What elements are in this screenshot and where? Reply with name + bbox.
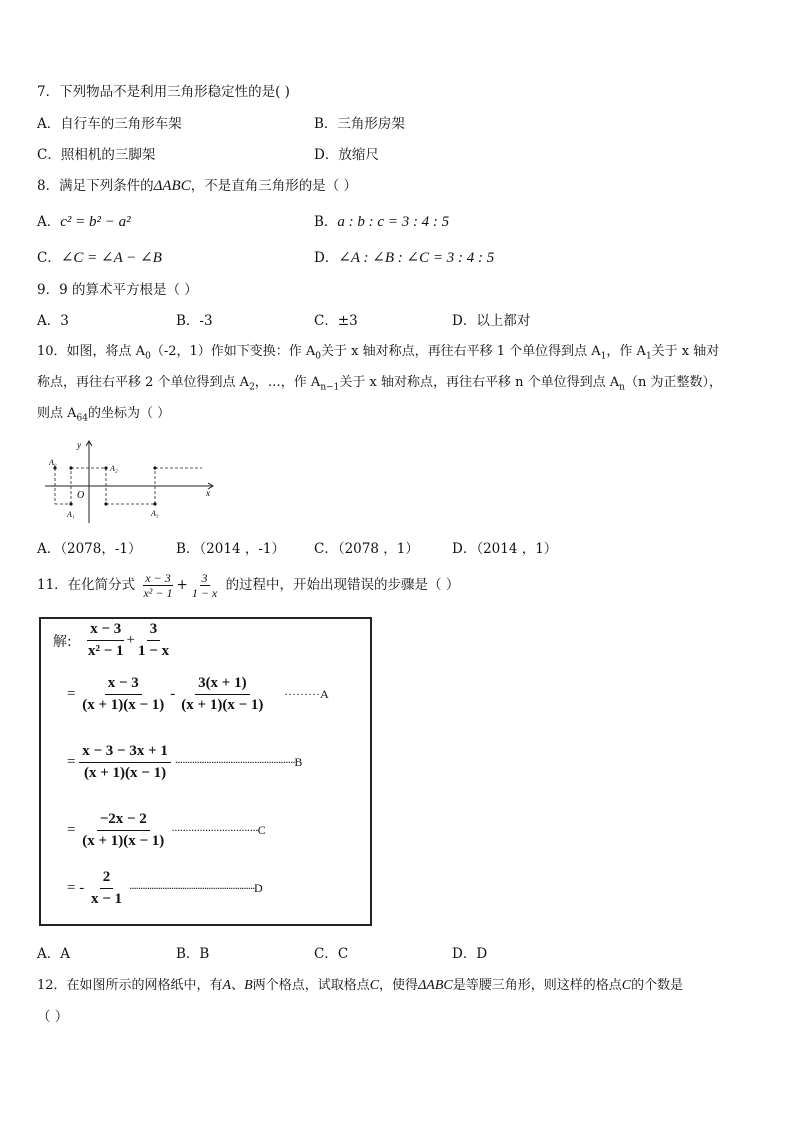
expr0-frac2 <box>135 621 172 660</box>
q8-c-math: ∠C = ∠A − ∠B <box>60 250 162 266</box>
q10-stem-line2 <box>37 374 722 397</box>
q9-option-a: A．3 <box>37 313 69 329</box>
q12-c: 两个格点，试取格点 <box>252 978 370 993</box>
q7-option-d: D．放缩尺 <box>314 147 379 163</box>
q11-solution-box <box>39 617 372 926</box>
q12-b: 、 <box>231 978 245 993</box>
step-a-frac1 <box>79 675 167 714</box>
q10-l1-sub2: 1 <box>600 351 607 362</box>
q10-l2-b: ，…，作 A <box>254 375 321 390</box>
q12-d: ，使得 <box>379 978 419 993</box>
q8-option-a <box>37 213 131 231</box>
solution-expr-0 <box>85 621 172 660</box>
step-a-frac2-num: 3(x + 1) <box>195 675 250 695</box>
q10-l2-d: （n 为正整数）， <box>624 375 722 390</box>
step-a-op: - <box>170 685 176 702</box>
fig-label-y: y <box>77 440 81 450</box>
q7-stem: 7．下列物品不是利用三角形稳定性的是( ) <box>37 84 290 100</box>
q10-l1-a: 10．如图，将点 A <box>37 344 146 359</box>
step-a-eq: = <box>67 685 76 702</box>
q8-stem-suffix: ，不是直角三角形的是（ ） <box>190 178 358 194</box>
step-d-neg: = - <box>67 879 85 896</box>
q8-stem <box>37 177 357 195</box>
q10-option-c: C．（2078 ，1） <box>314 541 419 557</box>
q10-l3-a: 则点 A <box>37 406 77 421</box>
q10-l2-subn: n−1 <box>320 382 340 393</box>
expr0-frac1-den: x² − 1 <box>88 643 124 659</box>
q10-l3-b: 的坐标为（ ） <box>87 406 171 421</box>
q10-coordinate-figure <box>40 437 220 527</box>
q8-option-b <box>314 213 449 231</box>
solution-step-d <box>67 869 261 908</box>
q10-l1-sub1: 0 <box>315 351 322 362</box>
step-c-tag: ·······························C <box>171 822 265 837</box>
step-a-frac2-den: (x + 1)(x − 1) <box>181 697 264 713</box>
q10-option-b: B．（2014 ，-1） <box>176 541 285 557</box>
q12-point-c2: C <box>621 978 632 993</box>
step-b-den: (x + 1)(x − 1) <box>84 765 167 781</box>
q11-frac2-den: 1 − x <box>191 586 218 600</box>
q10-option-a: A．（2078，-1） <box>37 541 142 557</box>
q10-l3-sub: 64 <box>76 413 88 424</box>
step-d-num: 2 <box>100 869 114 889</box>
q11-frac2-num: 3 <box>201 571 208 585</box>
q10-l1-d: ，作 A <box>606 344 646 359</box>
q10-stem-line1 <box>37 343 719 366</box>
q7-option-c: C．照相机的三脚架 <box>37 147 156 163</box>
q11-option-b: B．B <box>176 946 210 962</box>
q11-frac1-num: x − 3 <box>145 571 171 585</box>
q8-option-d <box>314 249 494 267</box>
q8-a-math: c² = b² − a² <box>60 214 131 230</box>
q9-stem: 9．9 的算术平方根是（ ） <box>37 282 198 298</box>
solution-step-c <box>67 811 265 850</box>
solution-label: 解: <box>53 634 72 650</box>
q10-option-d: D．（2014 ，1） <box>452 541 558 557</box>
q10-l2-c: 关于 x 轴对称点，再往右平移 n 个单位得到点 A <box>339 375 620 390</box>
q12-e: 是等腰三角形，则这样的格点 <box>452 978 622 993</box>
q8-d-math: ∠A : ∠B : ∠C = 3 : 4 : 5 <box>338 250 495 266</box>
q10-l1-e: 关于 x 轴对 <box>651 344 720 359</box>
q12-point-b: B <box>244 978 253 993</box>
q12-point-c: C <box>369 978 380 993</box>
expr0-frac1 <box>85 621 127 660</box>
q10-l2-sub: 2 <box>249 382 255 393</box>
q7-option-a: A．自行车的三角形车架 <box>37 116 182 132</box>
q8-a-label: A． <box>37 214 61 230</box>
fig-label-a1: A₁ <box>67 510 75 519</box>
q11-option-d: D．D <box>452 946 488 962</box>
fig-label-a0: A₀ <box>49 458 57 467</box>
q8-option-c <box>37 249 162 267</box>
q10-stem-line3 <box>37 405 170 428</box>
solution-step-a <box>67 675 329 714</box>
q9-option-b: B．-3 <box>176 313 213 329</box>
solution-step-b <box>67 743 301 782</box>
q11-option-c: C．C <box>314 946 349 962</box>
q12-point-a: A <box>222 978 232 993</box>
expr0-frac2-den: 1 − x <box>138 643 170 659</box>
fig-label-a3: A₃ <box>151 509 159 518</box>
step-b-tag: ··················································B <box>174 754 301 769</box>
q11-option-a: A．A <box>37 946 70 962</box>
q11-plus: + <box>176 577 188 593</box>
q11-frac1-den: x² − 1 <box>143 586 173 600</box>
fig-label-origin: O <box>77 490 85 501</box>
q10-l1-b: （-2，1）作如下变换：作 A <box>150 344 316 359</box>
step-b-frac <box>79 743 171 782</box>
q12-stem-line1 <box>37 977 683 995</box>
q12-triangle: ΔABC <box>418 978 453 993</box>
q11-stem-prefix: 11．在化简分式 <box>37 577 136 593</box>
q8-c-label: C． <box>37 250 61 266</box>
q8-stem-prefix: 8．满足下列条件的 <box>37 178 154 194</box>
q11-stem <box>37 568 459 602</box>
fig-label-x: x <box>206 488 210 498</box>
step-c-eq: = <box>67 821 76 838</box>
q9-option-d: D．以上都对 <box>452 313 531 329</box>
q10-l1-c: 关于 x 轴对称点，再往右平移 1 个单位得到点 A <box>321 344 601 359</box>
q8-d-label: D． <box>314 250 339 266</box>
q10-l2-a: 称点，再往右平移 2 个单位得到点 A <box>37 375 250 390</box>
q8-b-label: B． <box>314 214 338 230</box>
step-a-frac1-num: x − 3 <box>105 675 142 695</box>
q10-l1-sub3: 1 <box>645 351 652 362</box>
step-a-frac1-den: (x + 1)(x − 1) <box>82 697 165 713</box>
q7-option-b: B．三角形房架 <box>314 116 405 132</box>
q8-b-math: a : b : c = 3 : 4 : 5 <box>337 214 450 230</box>
expr0-frac2-num: 3 <box>147 621 161 641</box>
step-c-frac <box>79 811 167 850</box>
expr0-frac1-num: x − 3 <box>87 621 124 641</box>
q12-f: 的个数是 <box>631 978 684 993</box>
q11-stem-suffix: 的过程中，开始出现错误的步骤是（ ） <box>225 577 460 593</box>
q12-a: 12．在如图所示的网格纸中，有 <box>37 978 223 993</box>
step-c-num: −2x − 2 <box>97 811 150 831</box>
step-a-tag: ·········A <box>284 686 329 701</box>
step-c-den: (x + 1)(x − 1) <box>82 833 165 849</box>
step-d-tag: ·························································D <box>128 880 261 895</box>
q11-fraction-1 <box>141 571 174 600</box>
q10-l2-subn2: n <box>619 382 625 393</box>
step-d-frac <box>88 869 125 908</box>
q12-stem-line2: （ ） <box>37 1009 69 1025</box>
step-b-num: x − 3 − 3x + 1 <box>79 743 171 763</box>
step-d-den: x − 1 <box>90 891 123 907</box>
step-b-eq: = <box>67 753 76 770</box>
expr0-op: + <box>126 631 136 648</box>
fig-label-a2: A₂ <box>110 464 118 473</box>
step-a-frac2 <box>178 675 266 714</box>
q11-fraction-2 <box>190 571 219 600</box>
q8-triangle: ΔABC <box>153 178 191 194</box>
q9-option-c: C．±3 <box>314 313 358 329</box>
q10-l1-sub0: 0 <box>145 351 151 362</box>
